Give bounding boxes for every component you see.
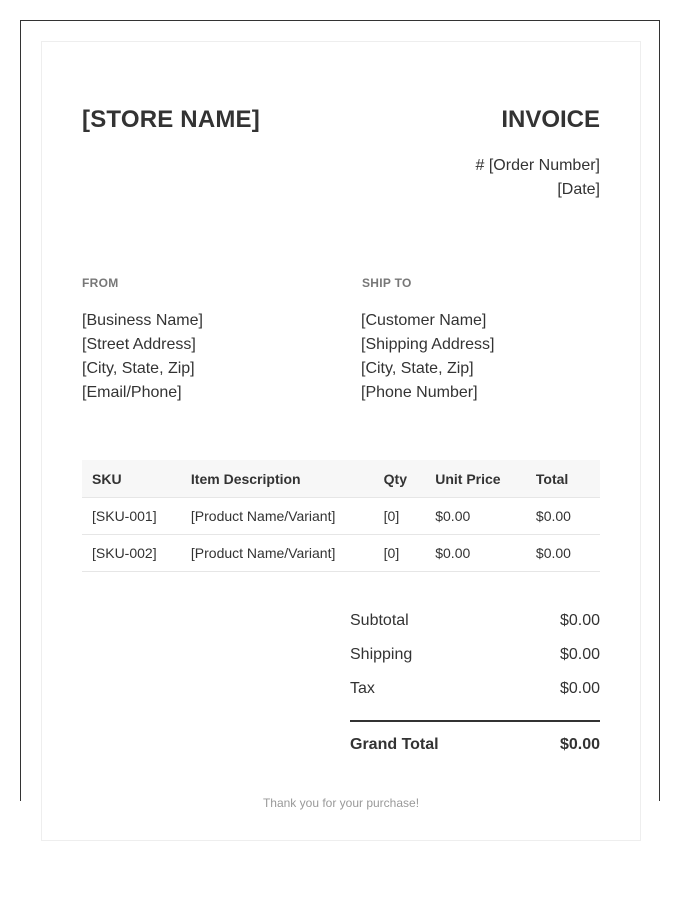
store-name: [STORE NAME] <box>82 106 260 133</box>
grand-total-value: $0.00 <box>559 736 600 753</box>
tax-label: Tax <box>350 680 375 697</box>
cell-sku: [SKU-002] <box>82 535 181 572</box>
cell-unit-price: $0.00 <box>425 498 526 535</box>
table-row <box>82 498 600 535</box>
tax-row <box>350 678 600 712</box>
ship-city-state-zip: [City, State, Zip] <box>361 360 474 377</box>
column-header-description: Item Description <box>181 460 374 498</box>
ship-shipping-address: [Shipping Address] <box>361 336 495 353</box>
ship-customer-name: [Customer Name] <box>361 312 487 329</box>
ship-to-label: SHIP TO <box>362 276 412 290</box>
cell-qty: [0] <box>374 535 426 572</box>
invoice-sheet <box>41 41 641 841</box>
subtotal-value: $0.00 <box>559 612 600 629</box>
grand-total-label: Grand Total <box>350 736 439 753</box>
invoice-title: INVOICE <box>501 106 600 133</box>
shipping-label: Shipping <box>350 646 413 663</box>
from-address <box>82 309 203 405</box>
ship-phone-number: [Phone Number] <box>361 384 478 401</box>
column-header-unit-price: Unit Price <box>425 460 526 498</box>
cell-sku: [SKU-001] <box>82 498 181 535</box>
cell-total: $0.00 <box>526 535 600 572</box>
shipping-row <box>350 644 600 678</box>
ship-to-address <box>361 309 494 405</box>
subtotal-row <box>350 610 600 644</box>
column-header-total: Total <box>526 460 600 498</box>
from-city-state-zip: [City, State, Zip] <box>82 360 195 377</box>
cell-total: $0.00 <box>526 498 600 535</box>
cell-description: [Product Name/Variant] <box>181 498 374 535</box>
totals-summary <box>350 610 600 756</box>
tax-value: $0.00 <box>559 680 600 697</box>
table-row <box>82 535 600 572</box>
cell-qty: [0] <box>374 498 426 535</box>
footer-thank-you-note: Thank you for your purchase! <box>262 796 420 810</box>
column-header-qty: Qty <box>374 460 426 498</box>
from-email-phone: [Email/Phone] <box>82 384 182 401</box>
grand-total-divider <box>350 720 600 722</box>
cell-description: [Product Name/Variant] <box>181 535 374 572</box>
order-date: [Date] <box>557 181 600 198</box>
shipping-value: $0.00 <box>559 646 600 663</box>
order-number: # [Order Number] <box>475 157 600 174</box>
items-table <box>82 460 600 572</box>
table-header-row <box>82 460 600 498</box>
from-street-address: [Street Address] <box>82 336 196 353</box>
from-business-name: [Business Name] <box>82 312 203 329</box>
cell-unit-price: $0.00 <box>425 535 526 572</box>
subtotal-label: Subtotal <box>350 612 409 629</box>
grand-total-row <box>350 734 600 756</box>
column-header-sku: SKU <box>82 460 181 498</box>
from-label: FROM <box>82 276 119 290</box>
page-viewport <box>20 20 660 810</box>
